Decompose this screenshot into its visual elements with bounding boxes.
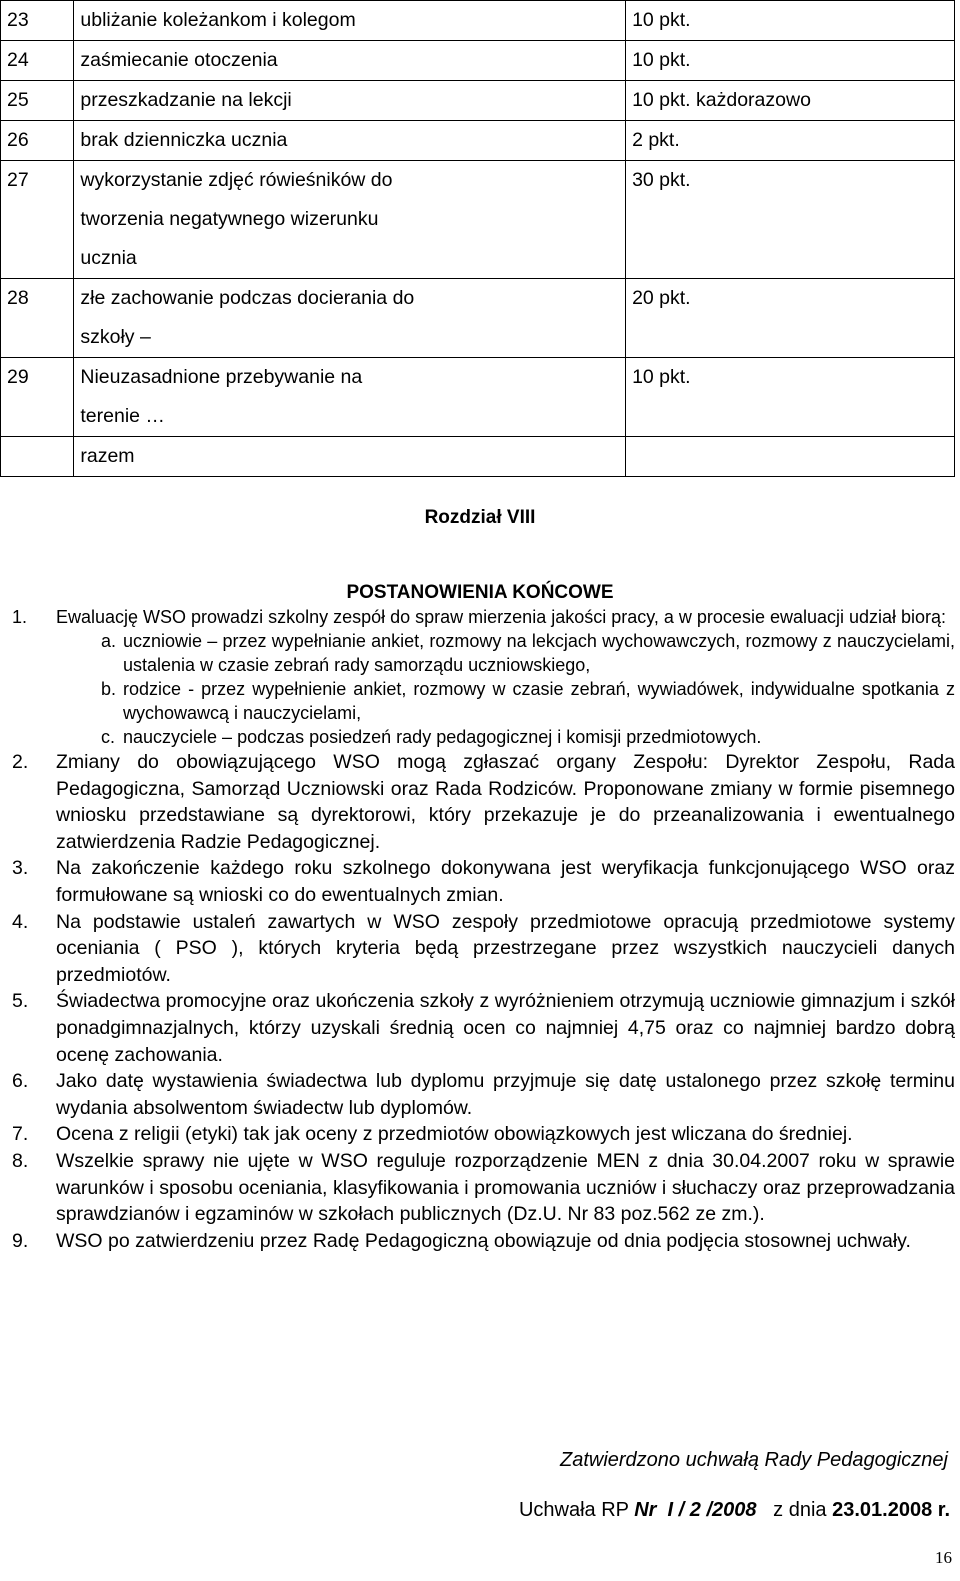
item-text: Ewaluację WSO prowadzi szkolny zespół do spraw mierzenia jakości pracy, a w procesie ewaluacji udział biorą: [56, 607, 947, 627]
row-number: 27 [1, 161, 74, 279]
item-number: 2. [12, 751, 29, 773]
row-points: 10 pkt. [626, 1, 955, 41]
description-line: szkoły – [80, 326, 151, 348]
chapter-title: Rozdział VIII [424, 507, 536, 528]
description-line: przeszkadzanie na lekcji [80, 89, 292, 111]
row-description [74, 279, 626, 358]
resolution-number: Nr I / 2 /2008 [634, 1499, 757, 1521]
description-line: razem [80, 445, 135, 467]
resolution-mid: z dnia [756, 1499, 833, 1521]
final-provisions-list [0, 605, 955, 1254]
row-number [1, 437, 74, 477]
resolution-prefix: Uchwała RP [518, 1499, 635, 1521]
table-row [1, 121, 955, 161]
row-number: 26 [1, 121, 74, 161]
description-line: złe zachowanie podczas docierania do [80, 287, 415, 309]
row-description [74, 81, 626, 121]
description-line: ubliżanie koleżankom i kolegom [80, 9, 356, 31]
provision-item [0, 988, 955, 1068]
provision-subitem [0, 725, 955, 749]
row-description [74, 161, 626, 279]
row-number: 23 [1, 1, 74, 41]
description-line: Nieuzasadnione przebywanie na [80, 366, 363, 388]
row-description [74, 1, 626, 41]
provision-item [0, 909, 955, 989]
subitem-text: nauczyciele – podczas posiedzeń rady pedagogicznej i komisji przedmiotowych. [123, 727, 762, 747]
item-number: 6. [12, 1070, 29, 1093]
provision-item [0, 1228, 955, 1255]
item-text: Zmiany do obowiązującego WSO mogą zgłaszać organy Zespołu: Dyrektor Zespołu, Rada Pedagogiczna, Samorząd Uczniowski oraz Rada Rodziców. Proponowane zmiany w formie pisemnego wniosku przedstawiane są dyrektorowi, który przekazuje je do przeanalizowania i ewentualnego zatwierdzenia Radzie Pedagogicznej. [56, 751, 955, 853]
row-number: 24 [1, 41, 74, 81]
provision-item [0, 855, 955, 908]
table-row [1, 358, 955, 437]
provision-subitem [0, 677, 955, 725]
table-row [1, 437, 955, 477]
item-number: 7. [12, 1123, 29, 1146]
row-points: 10 pkt. każdorazowo [626, 81, 955, 121]
item-text: Na podstawie ustaleń zawartych w WSO zespoły przedmiotowe opracują przedmiotowe systemy oceniania ( PSO ), których kryteria będą przestrzegane przez wszystkich nauczycieli danych przedmiotów. [56, 910, 955, 986]
subitem-text: rodzice - przez wypełnienie ankiet, rozmowy w czasie zebrań, wywiadówek, indywidualne spotkania z wychowawcą i nauczycielami, [123, 679, 955, 723]
provision-item [0, 749, 955, 855]
table-row [1, 279, 955, 358]
subitem-letter: a. [101, 631, 117, 651]
row-description [74, 41, 626, 81]
item-number: 4. [12, 910, 29, 933]
item-number: 8. [12, 1149, 29, 1172]
table-row [1, 161, 955, 279]
item-number: 9. [12, 1229, 29, 1252]
row-points [626, 437, 955, 477]
provision-item [0, 1148, 955, 1228]
item-text: Wszelkie sprawy nie ujęte w WSO reguluje rozporządzenie MEN z dnia 30.04.2007 roku w sprawie warunków i sposobu oceniania, klasyfikowania i promowania uczniów i słuchaczy oraz przeprowadzania sprawdzianów i egzaminów w szkołach publicznych (Dz.U. Nr 83 poz.562 ze zm.). [56, 1149, 955, 1226]
penalty-points-table [0, 0, 955, 477]
subitem-letter: b. [101, 679, 117, 699]
resolution-date: 23.01.2008 r. [832, 1499, 950, 1521]
description-line: tworzenia negatywnego wizerunku [80, 208, 379, 230]
table-row [1, 81, 955, 121]
description-line: zaśmiecanie otoczenia [80, 49, 278, 71]
row-points: 2 pkt. [626, 121, 955, 161]
provision-subitem [0, 629, 955, 677]
description-line: ucznia [80, 247, 137, 269]
chapter-subtitle: POSTANOWIENIA KOŃCOWE [346, 582, 614, 603]
provision-item [0, 605, 955, 629]
row-points: 30 pkt. [626, 161, 955, 279]
item-text: Jako datę wystawienia świadectwa lub dyplomu przyjmuje się datę ustalonego przez szkołę terminu wydania absolwentom świadectw lub dyplomów. [56, 1070, 955, 1119]
row-points: 10 pkt. [626, 358, 955, 437]
item-number: 1. [12, 607, 28, 627]
row-description [74, 437, 626, 477]
row-number: 29 [1, 358, 74, 437]
subitem-text: uczniowie – przez wypełnianie ankiet, rozmowy na lekcjach wychowawczych, rozmowy z nauczycielami, ustalenia w czasie zebrań rady samorządu uczniowskiego, [123, 631, 955, 675]
provision-item [0, 1121, 955, 1148]
item-text: WSO po zatwierdzeniu przez Radę Pedagogiczną obowiązuje od dnia podjęcia stosownej uchwały. [56, 1229, 911, 1252]
table-row [1, 1, 955, 41]
row-description [74, 121, 626, 161]
row-number: 28 [1, 279, 74, 358]
page-number: 16 [935, 1548, 952, 1567]
description-line: terenie … [80, 405, 165, 427]
row-points: 20 pkt. [626, 279, 955, 358]
item-number: 3. [12, 857, 29, 880]
description-line: wykorzystanie zdjęć rówieśników do [80, 169, 393, 191]
provision-item [0, 1068, 955, 1121]
item-text: Ocena z religii (etyki) tak jak oceny z przedmiotów obowiązkowych jest wliczana do średniej. [56, 1123, 853, 1146]
item-number: 5. [12, 990, 29, 1013]
item-text: Świadectwa promocyjne oraz ukończenia szkoły z wyróżnieniem otrzymują uczniowie gimnazjum i szkół ponadgimnazjalnych, którzy uzyskali średnią ocen co najmniej 4,75 oraz co najmniej bardzo dobrą ocenę zachowania. [56, 990, 955, 1066]
subitem-letter: c. [101, 727, 116, 747]
approval-note: Zatwierdzono uchwałą Rady Pedagogicznej [559, 1449, 948, 1471]
row-points: 10 pkt. [626, 41, 955, 81]
resolution-line [519, 1499, 950, 1522]
row-number: 25 [1, 81, 74, 121]
row-description [74, 358, 626, 437]
item-text: Na zakończenie każdego roku szkolnego dokonywana jest weryfikacja funkcjonującego WSO oraz formułowane są wnioski co do ewentualnych zmian. [56, 857, 955, 906]
description-line: brak dzienniczka ucznia [80, 129, 288, 151]
table-row [1, 41, 955, 81]
